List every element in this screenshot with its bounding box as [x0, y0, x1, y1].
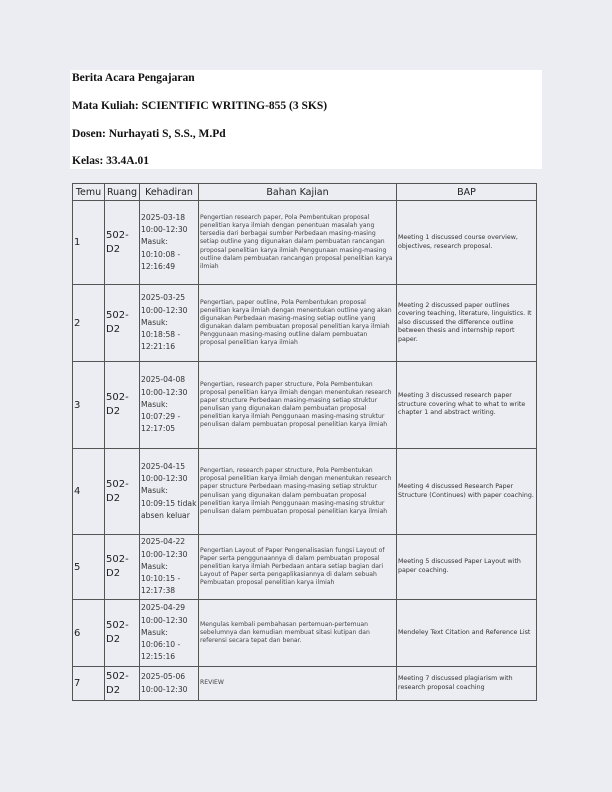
material-cell: Pengertian, paper outline, Pola Pembentukan proposal penelitian karya ilmiah dengan menentukan outline yang akan digunakan Perbedaan masing-masing setiap outline yang digunakan dalam pembuatan proposal penelitian karya ilmiah Penggunaan masing-masing outline dalam pembuatan proposal penelitian karya ilmiah	[199, 285, 397, 362]
document-header	[70, 70, 542, 169]
meeting-number: 4	[73, 449, 105, 535]
room-cell: 502-D2	[105, 362, 140, 449]
meeting-number: 2	[73, 285, 105, 362]
table-row	[73, 201, 537, 285]
column-header-material: Bahan Kajian	[199, 184, 397, 201]
room-cell: 502-D2	[105, 285, 140, 362]
attendance-cell: 2025-03-18 10:00-12:30 Masuk: 10:10:08 - 12:16:49	[140, 201, 199, 285]
table-row	[73, 600, 537, 667]
meeting-number: 7	[73, 667, 105, 701]
class-name: Kelas: 33.4A.01	[72, 155, 149, 167]
table-header-row	[73, 184, 537, 201]
column-header-bap: BAP	[397, 184, 537, 201]
column-header-room: Ruang	[105, 184, 140, 201]
column-header-meeting: Temu	[73, 184, 105, 201]
meeting-number: 1	[73, 201, 105, 285]
meeting-number: 5	[73, 535, 105, 600]
bap-cell: Meeting 7 discussed plagiarism with research proposal coaching	[397, 667, 537, 701]
table-row	[73, 449, 537, 535]
table-row	[73, 362, 537, 449]
attendance-cell: 2025-04-08 10:00-12:30 Masuk: 10:07:29 - 12:17:05	[140, 362, 199, 449]
room-cell: 502-D2	[105, 201, 140, 285]
meeting-number: 3	[73, 362, 105, 449]
attendance-cell: 2025-04-15 10:00-12:30 Masuk: 10:09:15 tidak absen keluar	[140, 449, 199, 535]
attendance-cell: 2025-04-29 10:00-12:30 Masuk: 10:06:10 - 12:15:16	[140, 600, 199, 667]
bap-cell: Mendeley Text Citation and Reference List	[397, 600, 537, 667]
bap-cell: Meeting 1 discussed course overview, objectives, research proposal.	[397, 201, 537, 285]
material-cell: REVIEW	[199, 667, 397, 701]
attendance-cell: 2025-04-22 10:00-12:30 Masuk: 10:10:15 - 12:17:38	[140, 535, 199, 600]
material-cell: Mengulas kembali pembahasan pertemuan-pertemuan sebelumnya dan kemudian membuat sitasi kutipan dan referensi secara tepat dan benar.	[199, 600, 397, 667]
table-row	[73, 667, 537, 701]
teaching-record-table	[72, 183, 537, 701]
room-cell: 502-D2	[105, 667, 140, 701]
bap-cell: Meeting 4 discussed Research Paper Structure (Continues) with paper coaching.	[397, 449, 537, 535]
meeting-number: 6	[73, 600, 105, 667]
lecturer-name: Dosen: Nurhayati S, S.S., M.Pd	[72, 128, 226, 140]
table-row	[73, 535, 537, 600]
room-cell: 502-D2	[105, 535, 140, 600]
bap-cell: Meeting 3 discussed research paper structure covering what to what to write chapter 1 and abstract writing.	[397, 362, 537, 449]
room-cell: 502-D2	[105, 449, 140, 535]
document-title: Berita Acara Pengajaran	[72, 72, 195, 84]
material-cell: Pengertian, research paper structure, Pola Pembentukan proposal penelitian karya ilmiah dengan menentukan research paper structure Perbedaan masing-masing setiap struktur penulisan yang digunakan dalam pembuatan proposal penelitian karya ilmiah Penggunaan masing-masing struktur penulisan dalam pembuatan proposal penelitian karya ilmiah	[199, 449, 397, 535]
course-name: Mata Kuliah: SCIENTIFIC WRITING-855 (3 SKS)	[72, 100, 328, 112]
bap-cell: Meeting 2 discussed paper outlines covering teaching, literature, linguistics. It also discussed the difference outline between thesis and internship report paper.	[397, 285, 537, 362]
material-cell: Pengertian, research paper structure, Pola Pembentukan proposal penelitian karya ilmiah dengan menentukan research paper structure Perbedaan masing-masing setiap struktur penulisan yang digunakan dalam pembuatan proposal penelitian karya ilmiah Penggunaan masing-masing struktur penulisan dalam pembuatan proposal penelitian karya ilmiah	[199, 362, 397, 449]
bap-cell: Meeting 5 discussed Paper Layout with paper coaching.	[397, 535, 537, 600]
attendance-cell: 2025-03-25 10:00-12:30 Masuk: 10:18:58 - 12:21:16	[140, 285, 199, 362]
table-row	[73, 285, 537, 362]
column-header-attendance: Kehadiran	[140, 184, 199, 201]
attendance-cell: 2025-05-06 10:00-12:30	[140, 667, 199, 701]
material-cell: Pengertian research paper, Pola Pembentukan proposal penelitian karya ilmiah dengan penentuan masalah yang tersedia dari berbagai sumber Perbedaan masing-masing setiap outline yang digunakan dalam pembuatan rancangan proposal penelitian karya ilmiah Penggunaan masing-masing outline dalam pembuatan rancangan proposal penelitian karya ilmiah	[199, 201, 397, 285]
material-cell: Pengertian Layout of Paper Pengenalisasian fungsi Layout of Paper serta penggunaannya di dalam pembuatan proposal penelitian karya ilmiah Perbedaan antara setiap bagian dari Layout of Paper serta pengaplikasiannya di dalam sebuah Pembuatan proposal penelitian karya ilmiah	[199, 535, 397, 600]
room-cell: 502-D2	[105, 600, 140, 667]
